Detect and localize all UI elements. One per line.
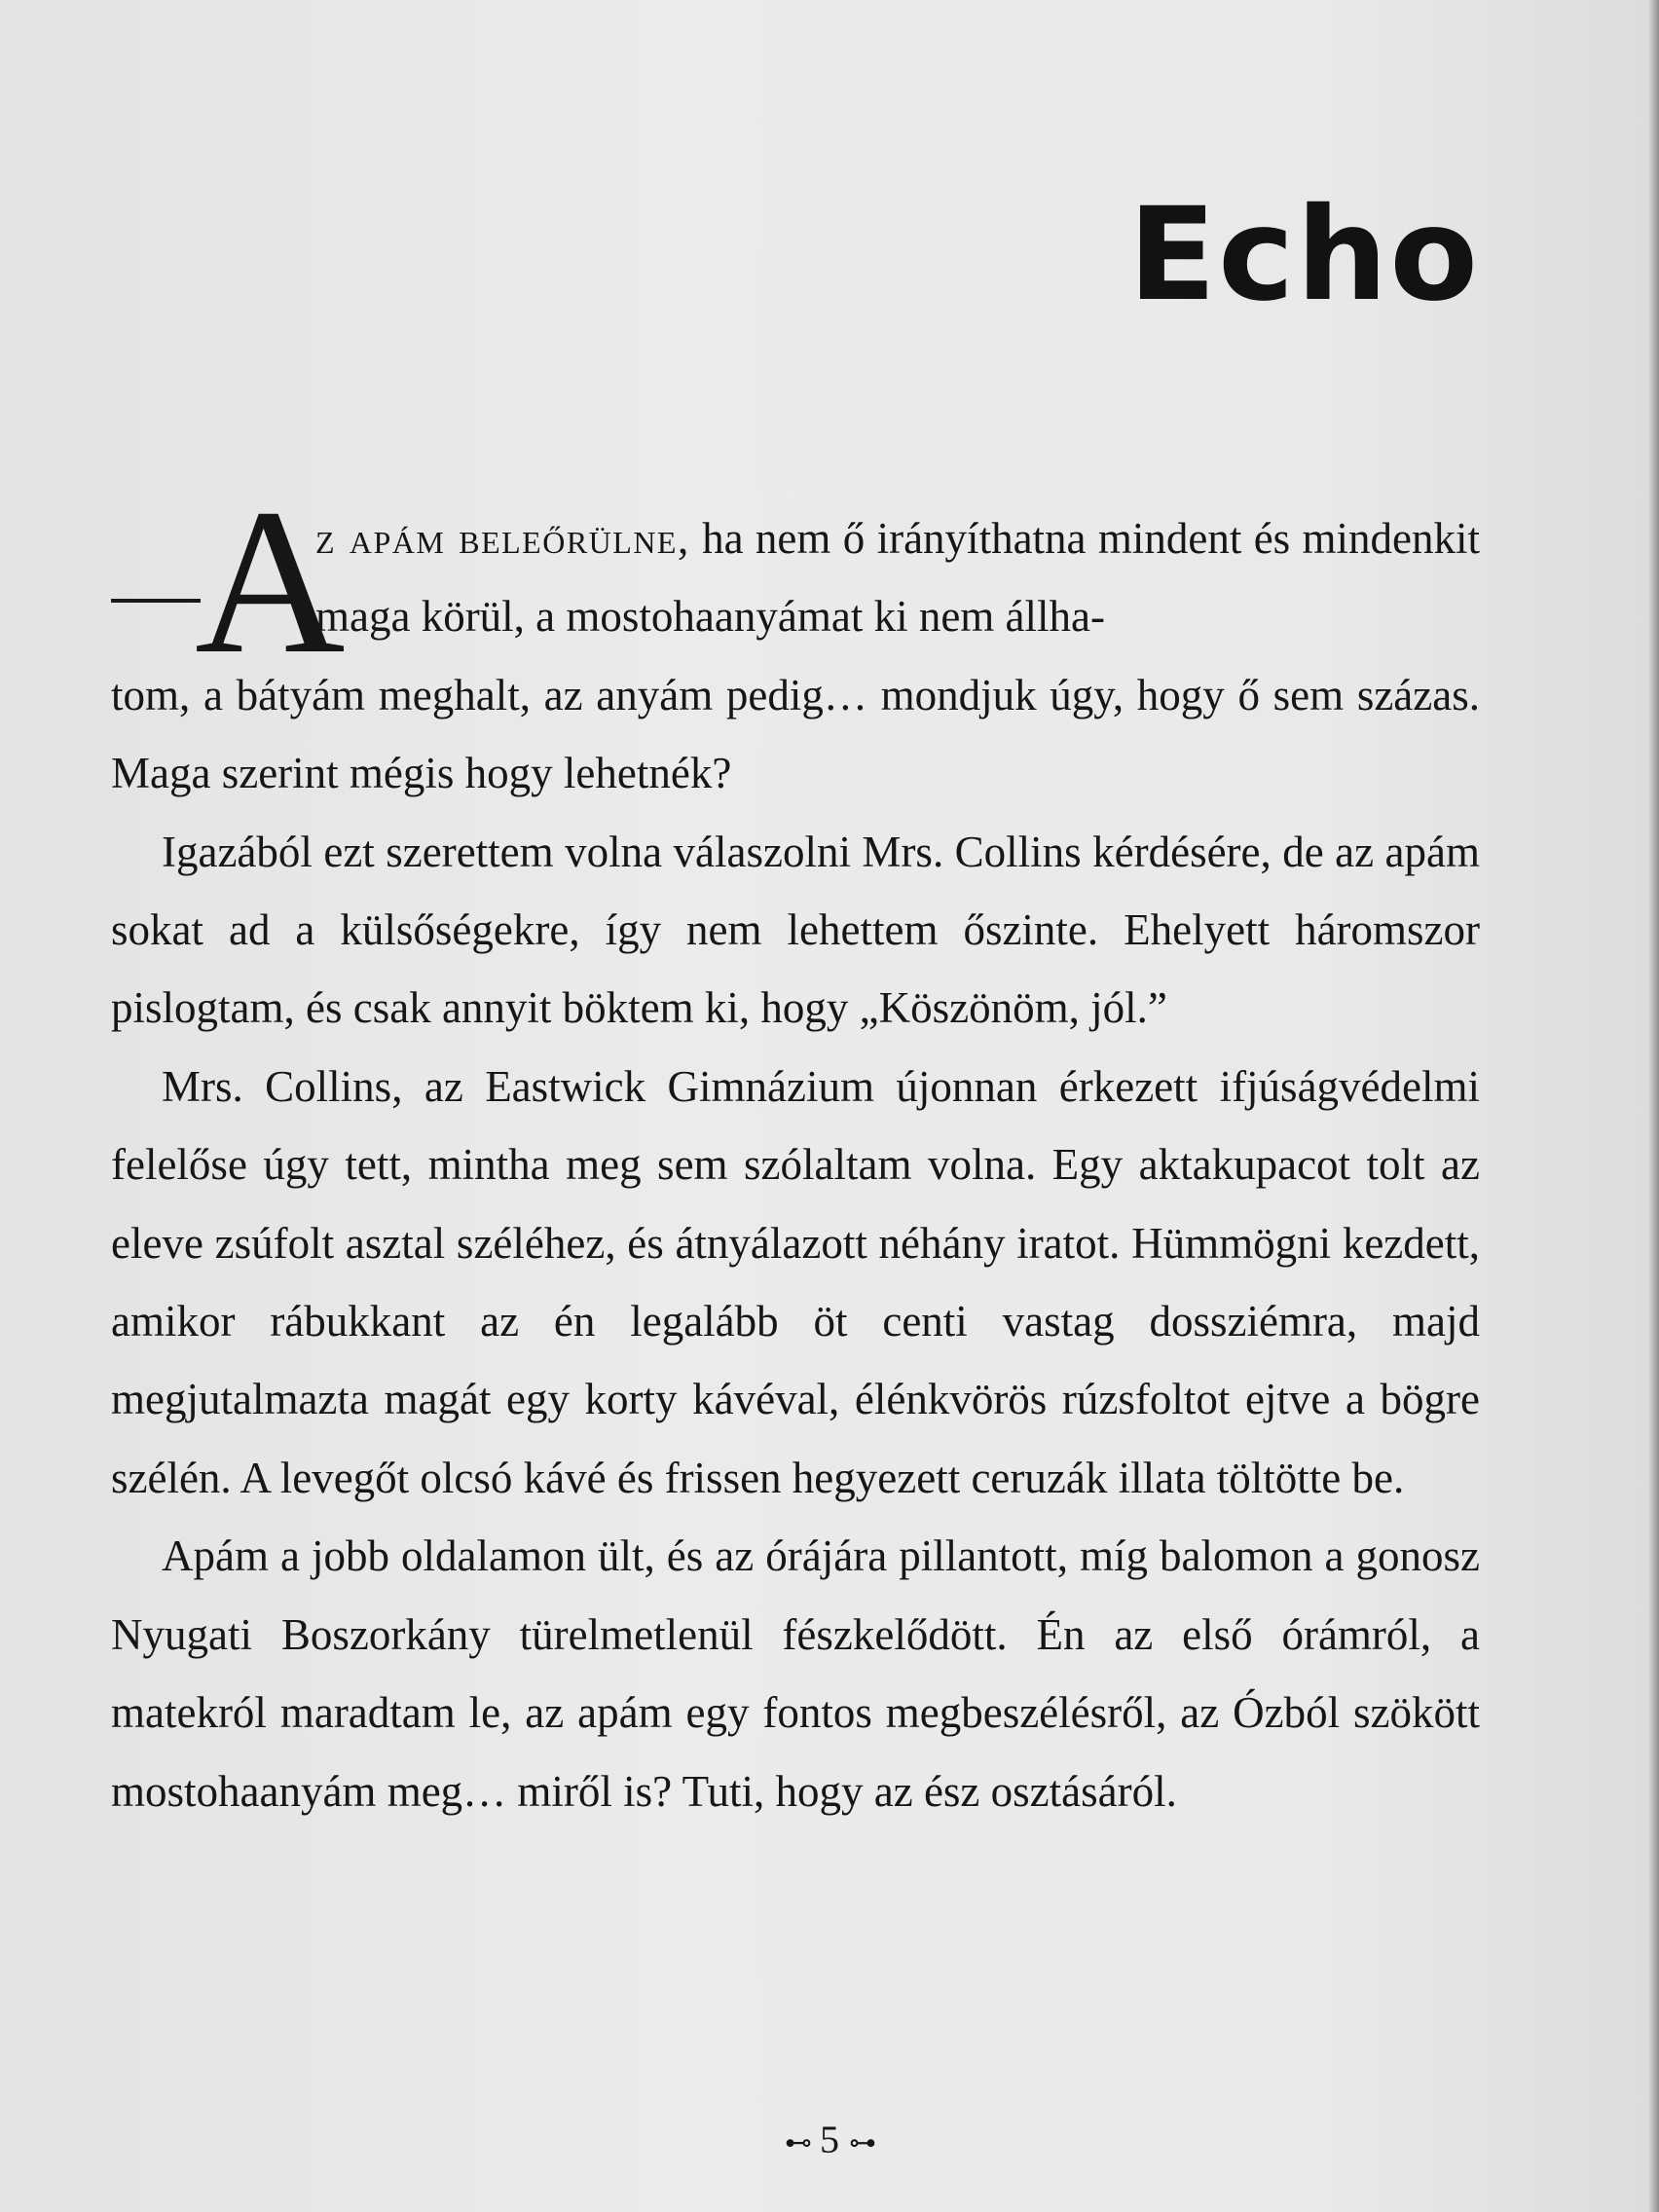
paragraph-2: Mrs. Collins, az Eastwick Gimnázium újonnan érkezett ifjúságvédelmi felelőse úgy tett, mintha meg sem szólaltam volna. Egy aktakupacot tolt az eleve zsúfolt asztal széléhez, és átnyálazott néhány iratot. Hümmögni kezdett, amikor rábukkant az én legalább öt centi vastag dossziémra, majd megjutalmazta magát egy korty kávéval, élénkvörös rúzsfoltot ejtve a bögre szélén. A levegőt olcsó kávé és frissen hegyezett ceruzák illata töltötte be.	[111, 1061, 1480, 1502]
page-edge-shadow	[1649, 0, 1659, 2212]
paragraph-1: Igazából ezt szerettem volna válaszolni Mrs. Collins kérdésére, de az apám sokat ad a külsőségekre, így nem lehettem őszinte. Ehelyett háromszor pislogtam, és csak annyit böktem ki, hogy „Köszönöm, jól.”	[111, 827, 1480, 1033]
paragraph-3: Apám a jobb oldalamon ült, és az órájára pillantott, míg balomon a gonosz Nyugati Boszorkány türelmetlenül fészkelődött. Én az első órámról, a matekról maradtam le, az apám egy fontos megbeszélésről, az Ózból szökött mostohaanyám meg… miről is? Tuti, hogy az ész osztásáról.	[111, 1531, 1480, 1816]
left-ornament-icon: ⊷	[785, 2127, 810, 2158]
opening-continuation: tom, a bátyám meghalt, az anyám pedig… mondjuk úgy, hogy ő sem százas. Maga szerint mégis hogy lehetnék?	[111, 670, 1480, 798]
small-caps-lead: z apám beleőrülne,	[315, 514, 690, 563]
right-ornament-icon: ⊶	[849, 2127, 874, 2158]
page-footer	[0, 2120, 1659, 2159]
body-text	[111, 466, 1481, 1830]
opening-first-lines: ha nem ő irányíthatna mindent és mindenkit maga körül, a mostohaanyámat ki nem állha-	[315, 514, 1481, 642]
opening-paragraph	[111, 466, 1481, 697]
chapter-title: Echo	[1127, 180, 1480, 330]
dialogue-dash	[111, 599, 201, 603]
page-number: 5	[820, 2118, 839, 2161]
drop-cap: A	[195, 466, 346, 697]
